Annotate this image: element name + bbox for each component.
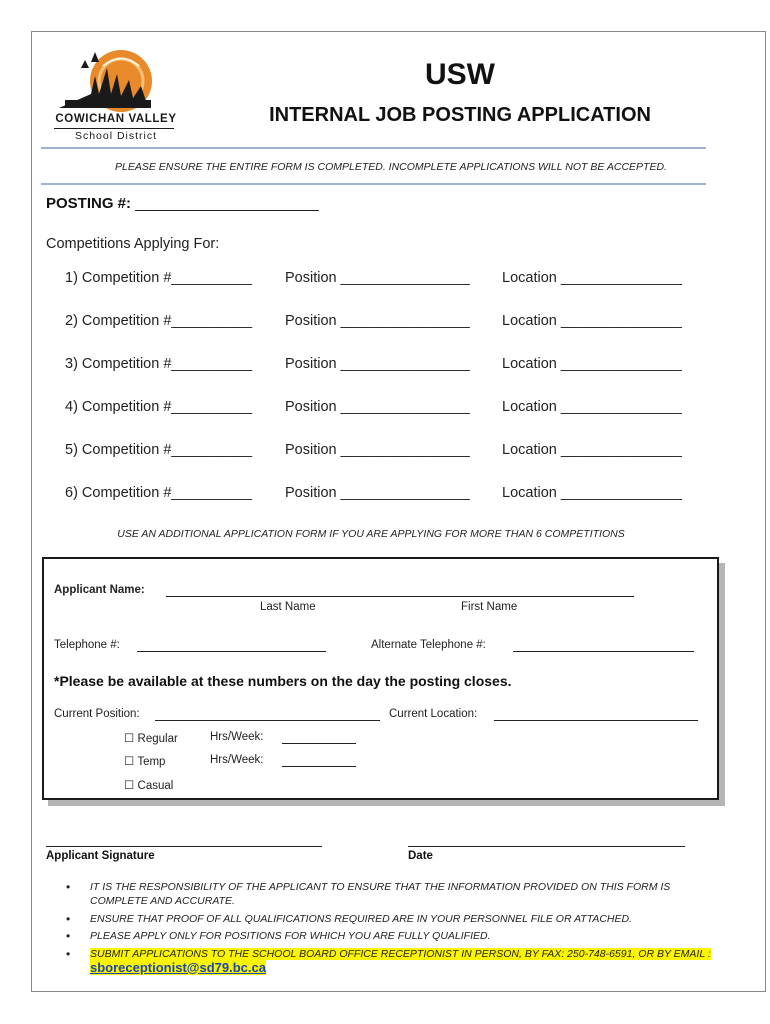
list-item: • IT IS THE RESPONSIBILITY OF THE APPLICANT TO ENSURE THAT THE INFORMATION PROVIDED ON THIS FORM IS COMPLETE AND ACCURATE. xyxy=(58,880,723,908)
position-field[interactable]: Position ________________ xyxy=(285,485,470,501)
first-name-label: First Name xyxy=(461,601,518,613)
competition-number-field[interactable]: 3) Competition #__________ xyxy=(65,356,253,372)
temp-checkbox[interactable] xyxy=(124,754,165,768)
competition-number-field[interactable]: 2) Competition #__________ xyxy=(65,313,253,329)
regular-label: Regular xyxy=(137,733,178,745)
competition-row[interactable] xyxy=(65,270,725,290)
temp-hours-label: Hrs/Week: xyxy=(210,754,264,766)
signature-input[interactable] xyxy=(46,846,322,847)
signature-label: Applicant Signature xyxy=(46,850,155,862)
position-field[interactable]: Position ________________ xyxy=(285,442,470,458)
telephone-label: Telephone #: xyxy=(54,639,120,651)
posting-label: POSTING #: xyxy=(46,195,132,212)
current-position-input[interactable] xyxy=(155,720,380,721)
position-field[interactable]: Position ________________ xyxy=(285,399,470,415)
page-border xyxy=(31,31,766,992)
district-logo xyxy=(51,46,181,146)
notice-rule xyxy=(41,183,706,185)
district-subname: School District xyxy=(74,130,158,142)
casual-label: Casual xyxy=(137,780,174,792)
competition-row[interactable] xyxy=(65,442,725,462)
email-link[interactable]: sboreceptionist@sd79.bc.ca xyxy=(90,959,266,975)
competitions-heading: Competitions Applying For: xyxy=(46,236,220,252)
current-location-label: Current Location: xyxy=(389,708,478,720)
district-name: COWICHAN VALLEY xyxy=(55,113,177,125)
list-item: • ENSURE THAT PROOF OF ALL QUALIFICATIONS REQUIRED ARE IN YOUR PERSONNEL FILE OR ATTACHED. xyxy=(58,912,723,926)
position-field[interactable]: Position ________________ xyxy=(285,270,470,286)
location-field[interactable]: Location _______________ xyxy=(502,399,682,415)
current-location-input[interactable] xyxy=(494,720,698,721)
alt-telephone-input[interactable] xyxy=(513,651,694,652)
list-item: • PLEASE APPLY ONLY FOR POSITIONS FOR WHICH YOU ARE FULLY QUALIFIED. xyxy=(58,929,723,943)
competition-row[interactable] xyxy=(65,485,725,505)
competition-number-field[interactable]: 5) Competition #__________ xyxy=(65,442,253,458)
completion-notice: PLEASE ENSURE THE ENTIRE FORM IS COMPLETED. INCOMPLETE APPLICATIONS WILL NOT BE ACCEPTED. xyxy=(115,161,667,173)
competition-row[interactable] xyxy=(65,313,725,333)
competition-number-field[interactable]: 6) Competition #__________ xyxy=(65,485,253,501)
form-subtitle: INTERNAL JOB POSTING APPLICATION xyxy=(269,104,651,126)
additional-form-note: USE AN ADDITIONAL APPLICATION FORM IF YOU ARE APPLYING FOR MORE THAN 6 COMPETITIONS xyxy=(117,528,625,540)
header-rule xyxy=(41,147,706,149)
submit-instruction xyxy=(58,947,723,976)
casual-checkbox[interactable] xyxy=(124,778,173,792)
location-field[interactable]: Location _______________ xyxy=(502,270,682,286)
regular-checkbox[interactable] xyxy=(124,731,178,745)
applicant-name-label: Applicant Name: xyxy=(54,584,145,596)
posting-blank: ______________________ xyxy=(135,195,319,212)
checkbox-icon: ☐ xyxy=(124,780,135,792)
temp-hours-input[interactable] xyxy=(282,766,356,767)
applicant-name-input[interactable] xyxy=(166,596,634,597)
temp-label: Temp xyxy=(137,756,166,768)
last-name-label: Last Name xyxy=(260,601,316,613)
position-field[interactable]: Position ________________ xyxy=(285,356,470,372)
competition-row[interactable] xyxy=(65,356,725,376)
regular-hours-input[interactable] xyxy=(282,743,356,744)
competition-row[interactable] xyxy=(65,399,725,419)
availability-note: *Please be available at these numbers on the day the posting closes. xyxy=(54,673,512,689)
logo-divider xyxy=(54,128,174,129)
checkbox-icon: ☐ xyxy=(124,756,135,768)
regular-hours-label: Hrs/Week: xyxy=(210,731,264,743)
posting-number-field[interactable] xyxy=(46,195,319,212)
location-field[interactable]: Location _______________ xyxy=(502,442,682,458)
competition-number-field[interactable]: 1) Competition #__________ xyxy=(65,270,253,286)
competition-number-field[interactable]: 4) Competition #__________ xyxy=(65,399,253,415)
location-field[interactable]: Location _______________ xyxy=(502,313,682,329)
location-field[interactable]: Location _______________ xyxy=(502,485,682,501)
instructions-list xyxy=(58,880,723,979)
telephone-input[interactable] xyxy=(137,651,326,652)
logo-emblem-icon xyxy=(51,46,181,114)
form-title: USW xyxy=(425,58,495,91)
current-position-label: Current Position: xyxy=(54,708,140,720)
date-input[interactable] xyxy=(408,846,685,847)
checkbox-icon: ☐ xyxy=(124,733,135,745)
date-label: Date xyxy=(408,850,433,862)
position-field[interactable]: Position ________________ xyxy=(285,313,470,329)
location-field[interactable]: Location _______________ xyxy=(502,356,682,372)
submit-text: SUBMIT APPLICATIONS TO THE SCHOOL BOARD OFFICE RECEPTIONIST IN PERSON, BY FAX: 250-748-6591, OR BY EMAIL : xyxy=(90,947,711,960)
alt-telephone-label: Alternate Telephone #: xyxy=(371,639,486,651)
